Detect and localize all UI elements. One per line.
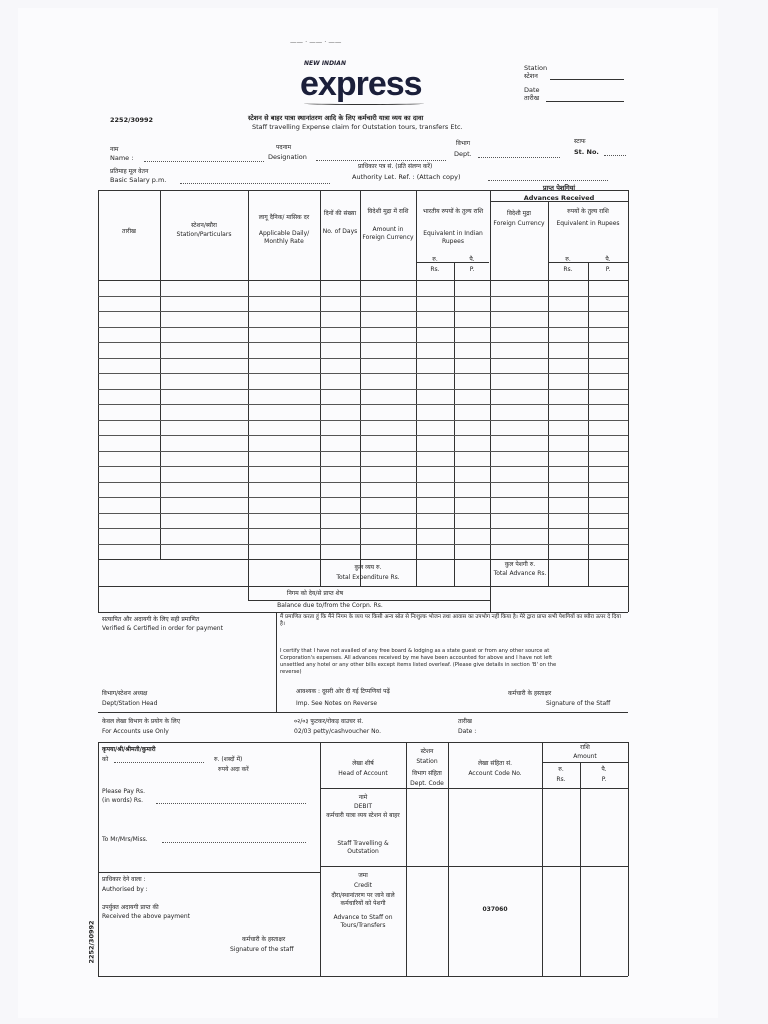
adv-rs: Rs.: [563, 266, 573, 273]
accounts-only-label-hi: केवल लेखा विभाग के प्रयोग के लिए: [102, 718, 181, 725]
total-advance-label-hi: कुल पेशगी रु.: [504, 561, 536, 568]
to-mr-label: To Mr/Mrs/Miss.: [102, 836, 148, 843]
amount-p-hi: पै.: [601, 766, 607, 773]
declaration-line-3: unsettled any hotel or any other bills except items listed overleaf. (Please give details in section 'B' on the: [280, 662, 557, 668]
amount-rs-hi: रु.: [558, 766, 564, 773]
deptcode-header: Dept. Code: [410, 780, 444, 787]
in-words-label: (in words) Rs.: [102, 797, 144, 804]
credit-label-hi: जमा: [358, 872, 368, 879]
col-date-header: तारीख: [122, 228, 136, 235]
dept-field[interactable]: [478, 157, 560, 158]
pay-to-label-hi: को: [102, 756, 109, 763]
total-advance-label: Total Advance Rs.: [493, 570, 547, 577]
col-rate-header: Applicable Daily/ Monthly Rate: [258, 230, 310, 245]
received-label: Received the above payment: [102, 913, 190, 920]
indian-rs-hi: रु.: [432, 256, 438, 263]
designation-label-hi: पदनाम: [276, 144, 292, 151]
col-days-header-hi: दिनों की संख्या: [323, 210, 357, 217]
hoa-header: Head of Account: [338, 770, 388, 777]
advances-header-hi: प्राप्त पेशगियां: [542, 184, 576, 192]
table-row[interactable]: [98, 327, 628, 328]
col-indian-header: Equivalent in Indian Rupees: [423, 230, 483, 245]
adv-rs-hi: रु.: [565, 256, 571, 263]
dept-head-label-hi: विभाग/स्टेशन अध्यक्ष: [102, 690, 148, 697]
stno-field[interactable]: [604, 155, 626, 156]
amount-words-field[interactable]: [156, 803, 306, 804]
total-expenditure-label-hi: कुल व्यय रु.: [354, 564, 382, 571]
col-adv-equiv-header-hi: रुपयों के तुल्य राशि: [567, 208, 609, 215]
amount-rs: Rs.: [556, 776, 566, 783]
accounts-date-label: Date :: [458, 728, 477, 735]
table-row[interactable]: [98, 420, 628, 421]
pay-label-hi: कृपया/श्री/श्रीमती/कुमारी: [102, 746, 156, 753]
stno-label-hi: स्टाफ: [574, 138, 586, 145]
debit-desc-hi: कर्मचारी यात्रा व्यय स्टेशन से बाहर: [326, 812, 400, 819]
authority-label: Authority Let. Ref. : (Attach copy): [352, 173, 461, 181]
name-field[interactable]: [144, 161, 264, 162]
table-row[interactable]: [98, 373, 628, 374]
voucher-label-hi: ०२/०३ फुटकर/रोकड़ वाउचर सं.: [294, 718, 364, 725]
name-label-hi: नाम: [110, 146, 119, 153]
col-rate-header-hi: लागू दैनिक/ मासिक दर: [258, 214, 310, 221]
col-indian-header-hi: भारतीय रुपयों के तुल्य राशि: [422, 208, 484, 215]
brand-small: NEW INDIAN: [304, 60, 346, 67]
verified-label-hi: सत्यापित और अदायगी के लिए सही प्रमाणित: [102, 616, 200, 623]
accounts-only-label: For Accounts use Only: [102, 728, 169, 735]
form-title: Staff travelling Expense claim for Outstation tours, transfers Etc.: [252, 123, 463, 131]
table-row[interactable]: [98, 544, 628, 545]
dept-head-label: Dept/Station Head: [102, 700, 158, 707]
station-header-hi: स्टेशन: [420, 748, 434, 755]
rs-words-label-hi: रु. (शब्दों में): [214, 756, 243, 763]
designation-label: Designation: [268, 153, 307, 161]
table-row[interactable]: [98, 389, 628, 390]
received-label-hi: उपर्युक्त अदायगी प्राप्त की: [102, 904, 159, 911]
date-label: Date: [524, 86, 540, 94]
table-row[interactable]: [98, 342, 628, 343]
staff-sig-label-hi: कर्मचारी के हस्ताक्षर: [242, 936, 286, 943]
credit-desc-hi: दौरा/स्थानांतरण पर जाने वाले कर्मचारियों को पेशगी: [331, 892, 395, 907]
top-mark: —— · —— · ——: [290, 38, 342, 46]
staff-signature-label: Signature of the Staff: [546, 700, 611, 707]
verified-label: Verified & Certified in order for payment: [102, 625, 223, 632]
date-line: [546, 101, 624, 102]
debit-desc: Staff Travelling & Outstation: [337, 840, 389, 855]
please-pay-label: Please Pay Rs.: [102, 788, 146, 795]
declaration-hi: मैं प्रमाणित करता हूं कि मैंने निगम के व्यय पर किसी अन्य स्रोत से निःशुल्क भोजन तथा आवास का उपभोग नहीं किया है। मेरे द्वारा प्राप्त सभी पेशगियों का ब्यौरा ऊपर दे दिया है।: [280, 614, 621, 627]
name-label: Name :: [110, 154, 134, 162]
balance-label-hi: निगम को देय/से प्राप्त शेष: [286, 590, 344, 597]
pay-label-hi-2: रुपये अदा करें: [218, 766, 249, 773]
col-station-header: Station/Particulars: [176, 231, 232, 238]
table-row[interactable]: [98, 497, 628, 498]
table-row[interactable]: [98, 358, 628, 359]
side-form-number: 2252/30992: [87, 920, 96, 964]
designation-field[interactable]: [316, 160, 446, 161]
indian-p-hi: पै.: [469, 256, 475, 263]
date-label-hi: तारीख: [524, 94, 540, 102]
table-row[interactable]: [98, 311, 628, 312]
col-foreign-header-hi: विदेशी मुद्रा में राशि: [367, 208, 409, 215]
debit-label-hi: नामे: [358, 794, 368, 801]
credit-desc: Advance to Staff on Tours/Transfers: [333, 914, 393, 929]
col-adv-equiv-header: Equivalent in Rupees: [556, 220, 620, 227]
brand-swoosh: [304, 102, 424, 105]
station-line: [550, 79, 624, 80]
authorised-label: Authorised by :: [102, 886, 148, 893]
col-days-header: No. of Days: [322, 228, 358, 235]
col-adv-foreign-header: Foreign Currency: [493, 220, 545, 227]
basic-salary-field[interactable]: [180, 183, 330, 184]
advances-header: Advances Received: [523, 194, 595, 202]
amount-p: P.: [601, 776, 607, 783]
table-row[interactable]: [98, 404, 628, 405]
credit-label: Credit: [353, 882, 373, 889]
notes-label-hi: आवश्यक : दूसरी ओर दी गई टिप्पणियां पढ़ें: [296, 688, 390, 695]
station-label: Station: [524, 64, 548, 72]
adv-p-hi: पै.: [605, 256, 611, 263]
dept-label-hi: विभाग: [456, 140, 471, 147]
accounts-date-label-hi: तारीख: [458, 718, 472, 725]
authority-field[interactable]: [488, 180, 608, 181]
table-row[interactable]: [98, 513, 628, 514]
declaration-line-4: reverse): [280, 669, 302, 675]
basic-salary-label-hi: प्रतिमाह मूल वेतन: [110, 168, 149, 175]
notes-label: Imp. See Notes on Reverse: [296, 700, 378, 707]
authorised-label-hi: प्राधिकार देने वाला :: [102, 876, 146, 883]
staff-sig-label: Signature of the staff: [230, 946, 294, 953]
table-row[interactable]: [98, 466, 628, 467]
adv-p: P.: [605, 266, 611, 273]
authority-label-hi: प्राधिकार पत्र सं. (प्रति संलग्न करें): [358, 163, 433, 170]
staff-signature-label-hi: कर्मचारी के हस्ताक्षर: [508, 690, 552, 697]
form-title-hi: स्टेशन से बाहर यात्रा स्थानांतरण आदि के लिए कर्मचारी यात्रा व्यय का दावा: [248, 114, 424, 122]
table-row[interactable]: [98, 482, 628, 483]
table-row[interactable]: [98, 296, 628, 297]
amount-header-hi: राशि: [580, 744, 590, 751]
debit-label: DEBIT: [354, 803, 372, 810]
payee-name-field[interactable]: [162, 842, 306, 843]
pay-to-field[interactable]: [114, 762, 204, 763]
acode-header: Account Code No.: [468, 770, 522, 777]
table-row[interactable]: [98, 451, 628, 452]
brand-logo: express: [300, 65, 422, 103]
station-header: Station: [416, 758, 438, 765]
acode-header-hi: लेखा संहिता सं.: [477, 760, 513, 767]
form-page: [18, 8, 718, 1018]
balance-label: Balance due to/from the Corpn. Rs.: [277, 602, 383, 609]
indian-p: P.: [469, 266, 475, 273]
total-expenditure-label: Total Expenditure Rs.: [336, 574, 400, 581]
form-number: 2252/30992: [110, 116, 154, 124]
indian-rs: Rs.: [430, 266, 440, 273]
hoa-header-hi: लेखा शीर्ष: [352, 760, 374, 767]
col-foreign-header: Amount in Foreign Currency: [362, 226, 414, 241]
credit-account-code: 037060: [482, 906, 508, 913]
declaration-line-1: I certify that I have not availed of any free board & lodging as a state guest or from any other source at: [280, 648, 550, 654]
col-station-header-hi: स्टेशन/ब्यौरा: [191, 222, 217, 229]
stno-label: St. No.: [574, 148, 599, 156]
table-row[interactable]: [98, 528, 628, 529]
col-adv-foreign-header-hi: विदेशी मुद्रा: [507, 210, 531, 217]
station-label-hi: स्टेशन: [524, 72, 538, 80]
deptcode-header-hi: विभाग संहिता: [412, 770, 442, 777]
voucher-label: 02/03 petty/cashvoucher No.: [294, 728, 382, 735]
amount-header: Amount: [573, 753, 597, 760]
basic-salary-label: Basic Salary p.m.: [110, 176, 167, 184]
table-row[interactable]: [98, 435, 628, 436]
dept-label: Dept.: [454, 150, 472, 158]
declaration-line-2: Corporation's expenses. All advances received by me have been accounted for above and I have not left: [280, 655, 553, 661]
